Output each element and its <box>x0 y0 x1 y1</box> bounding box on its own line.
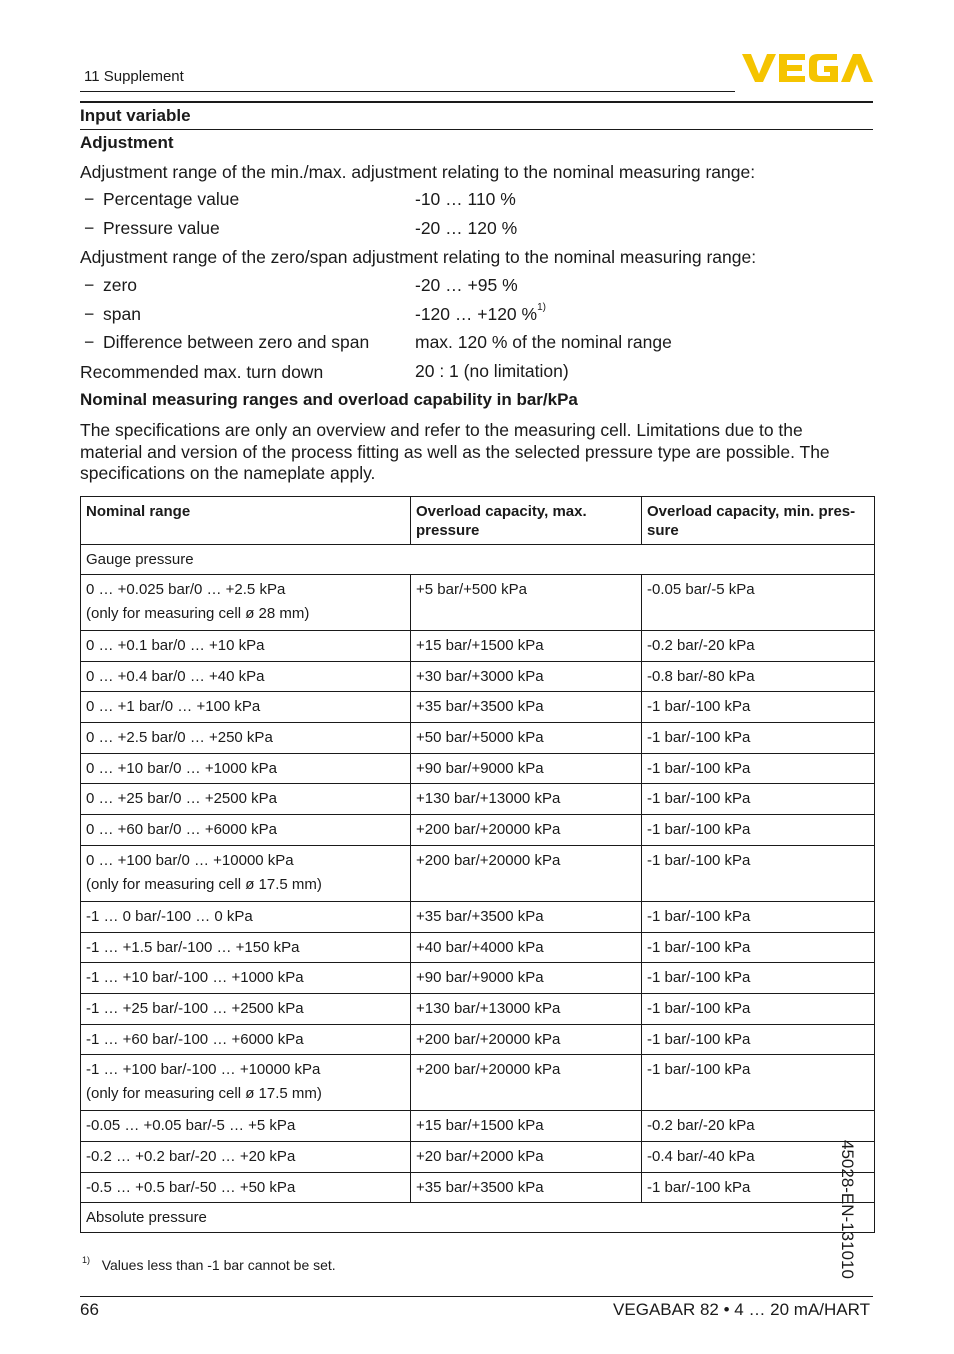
table-header-row <box>81 497 875 545</box>
turndown-label: Recommended max. turn down <box>80 362 324 382</box>
table-row <box>81 692 875 723</box>
nominal-range-note: (only for measuring cell ø 17.5 mm) <box>86 1085 322 1103</box>
table-body <box>81 545 875 1233</box>
overload-max-cell: +200 bar/+20000 kPa <box>411 1024 642 1055</box>
heading-adjustment: Adjustment <box>80 133 174 152</box>
overload-min-cell: -1 bar/-100 kPa <box>642 753 875 784</box>
nominal-range-value: 0 … +0.1 bar/0 … +10 kPa <box>86 637 265 654</box>
overload-max-cell: +90 bar/+9000 kPa <box>411 753 642 784</box>
adjustment-zerospan-intro: Adjustment range of the zero/span adjustment relating to the nominal measuring range: <box>80 247 757 267</box>
overload-min-cell: -1 bar/-100 kPa <box>642 845 875 901</box>
overload-max-cell: +5 bar/+500 kPa <box>411 575 642 631</box>
nominal-range-value: -1 … +1.5 bar/-100 … +150 kPa <box>86 938 300 956</box>
overload-min-cell: -1 bar/-100 kPa <box>642 723 875 754</box>
list-dash: − <box>84 332 95 352</box>
table-row <box>81 901 875 932</box>
nominal-range-value: 0 … +2.5 bar/0 … +250 kPa <box>86 729 273 747</box>
nominal-range-cell <box>81 1141 411 1172</box>
overload-max-cell: +50 bar/+5000 kPa <box>411 723 642 754</box>
overload-max-cell: +35 bar/+3500 kPa <box>411 901 642 932</box>
list-item-value: -20 … 120 % <box>415 218 518 238</box>
overload-max-cell: +200 bar/+20000 kPa <box>411 815 642 846</box>
adjustment-minmax-intro: Adjustment range of the min./max. adjustment relating to the nominal measuring range: <box>80 162 756 182</box>
column-header: Nominal range <box>81 497 411 545</box>
nominal-range-cell <box>81 753 411 784</box>
overload-min-cell: -0.2 bar/-20 kPa <box>642 1111 875 1142</box>
list-dash: − <box>84 189 95 209</box>
footnote <box>82 1257 336 1273</box>
nominal-range-cell <box>81 631 411 662</box>
column-header: Overload capacity, max. pressure <box>411 497 642 545</box>
overload-min-cell: -1 bar/-100 kPa <box>642 815 875 846</box>
column-header: Overload capacity, min. pressure <box>642 497 875 545</box>
overload-min-cell: -1 bar/-100 kPa <box>642 932 875 963</box>
overload-max-cell: +200 bar/+20000 kPa <box>411 845 642 901</box>
table-row <box>81 661 875 692</box>
table-section-row <box>81 1203 875 1233</box>
nominal-range-value: -1 … +60 bar/-100 … +6000 kPa <box>86 1030 304 1048</box>
span-value-text: -120 … +120 % <box>415 304 538 324</box>
section-label: Gauge pressure <box>81 545 875 575</box>
footnote-marker: 1) <box>82 1255 91 1265</box>
overload-min-cell: -1 bar/-100 kPa <box>642 692 875 723</box>
overload-max-cell: +200 bar/+20000 kPa <box>411 1055 642 1111</box>
vega-logo <box>742 52 874 89</box>
table-row <box>81 932 875 963</box>
document-code: 45028-EN-131010 <box>838 1140 857 1279</box>
overload-max-cell: +35 bar/+3500 kPa <box>411 1172 642 1203</box>
nominal-range-cell <box>81 993 411 1024</box>
nominal-range-value: -0.05 … +0.05 bar/-5 … +5 kPa <box>86 1117 296 1135</box>
list-item-label: Percentage value <box>103 189 240 209</box>
nominal-range-cell <box>81 692 411 723</box>
nominal-range-value: -0.2 … +0.2 bar/-20 … +20 kPa <box>86 1147 296 1165</box>
overload-max-cell: +90 bar/+9000 kPa <box>411 963 642 994</box>
heading-input-variable: Input variable <box>80 106 191 125</box>
nominal-range-value: 0 … +0.4 bar/0 … +40 kPa <box>86 667 265 685</box>
overload-max-cell: +20 bar/+2000 kPa <box>411 1141 642 1172</box>
overload-min-cell: -1 bar/-100 kPa <box>642 784 875 815</box>
list-item-value: max. 120 % of the nominal range <box>415 332 672 352</box>
nominal-range-value: 0 … +10 bar/0 … +1000 kPa <box>86 759 277 777</box>
overload-min-cell: -1 bar/-100 kPa <box>642 993 875 1024</box>
nominal-range-cell <box>81 1172 411 1203</box>
overload-min-cell: -0.4 bar/-40 kPa <box>642 1141 875 1172</box>
nominal-range-note: (only for measuring cell ø 28 mm) <box>86 605 310 622</box>
list-item-label: span <box>103 304 141 324</box>
section-divider-top <box>80 101 873 103</box>
table-row <box>81 723 875 754</box>
nominal-range-cell <box>81 723 411 754</box>
nominal-range-cell <box>81 901 411 932</box>
nominal-range-cell <box>81 1024 411 1055</box>
header-divider <box>80 91 735 92</box>
overload-min-cell: -0.8 bar/-80 kPa <box>642 661 875 692</box>
nominal-range-cell <box>81 661 411 692</box>
list-item-value: -20 … +95 % <box>415 275 518 295</box>
nominal-range-cell <box>81 784 411 815</box>
nominal-range-value: -1 … +10 bar/-100 … +1000 kPa <box>86 969 304 987</box>
overload-max-cell: +30 bar/+3000 kPa <box>411 661 642 692</box>
specifications-note: The specifications are only an overview and refer to the measuring cell. Limitations due to the material and version of the process fitting as well as the selected pressure type are possible. The specifications on the nameplate apply. <box>80 420 830 483</box>
section-divider <box>80 129 873 130</box>
list-item-value: -10 … 110 % <box>415 189 516 209</box>
nominal-range-value: 0 … +0.025 bar/0 … +2.5 kPa <box>86 581 286 598</box>
table-row <box>81 631 875 662</box>
table-row <box>81 963 875 994</box>
nominal-range-table <box>80 496 875 1233</box>
table-row <box>81 1172 875 1203</box>
nominal-range-cell <box>81 1111 411 1142</box>
turndown-value: 20 : 1 (no limitation) <box>415 361 569 381</box>
overload-min-cell: -1 bar/-100 kPa <box>642 1172 875 1203</box>
nominal-range-value: 0 … +100 bar/0 … +10000 kPa <box>86 851 294 869</box>
nominal-range-cell <box>81 963 411 994</box>
overload-min-cell: -1 bar/-100 kPa <box>642 963 875 994</box>
table-row <box>81 1055 875 1111</box>
section-title: 11 Supplement <box>84 68 184 85</box>
list-item-label: Difference between zero and span <box>103 332 370 352</box>
section-label: Absolute pressure <box>81 1203 875 1233</box>
nominal-range-cell <box>81 575 411 631</box>
vega-logo-icon <box>742 52 874 84</box>
overload-min-cell: -1 bar/-100 kPa <box>642 1024 875 1055</box>
list-dash: − <box>84 275 95 295</box>
overload-max-cell: +15 bar/+1500 kPa <box>411 631 642 662</box>
table-row <box>81 1111 875 1142</box>
nominal-range-note: (only for measuring cell ø 17.5 mm) <box>86 875 322 893</box>
overload-max-cell: +15 bar/+1500 kPa <box>411 1111 642 1142</box>
table-row <box>81 815 875 846</box>
table-row <box>81 1141 875 1172</box>
overload-max-cell: +35 bar/+3500 kPa <box>411 692 642 723</box>
heading-nominal-ranges: Nominal measuring ranges and overload capability in bar/kPa <box>80 390 578 409</box>
list-dash: − <box>84 218 95 238</box>
nominal-range-value: -1 … +100 bar/-100 … +10000 kPa <box>86 1061 321 1079</box>
footer-divider <box>80 1296 873 1297</box>
overload-max-cell: +130 bar/+13000 kPa <box>411 993 642 1024</box>
nominal-range-value: -0.5 … +0.5 bar/-50 … +50 kPa <box>86 1178 296 1196</box>
nominal-range-cell <box>81 1055 411 1111</box>
nominal-range-value: 0 … +1 bar/0 … +100 kPa <box>86 698 261 716</box>
footnote-ref[interactable]: 1) <box>537 302 546 313</box>
overload-max-cell: +130 bar/+13000 kPa <box>411 784 642 815</box>
nominal-range-value: 0 … +60 bar/0 … +6000 kPa <box>86 821 277 839</box>
product-name: VEGABAR 82 • 4 … 20 mA/HART <box>613 1300 870 1319</box>
overload-min-cell: -1 bar/-100 kPa <box>642 1055 875 1111</box>
overload-min-cell: -1 bar/-100 kPa <box>642 901 875 932</box>
table-row <box>81 1024 875 1055</box>
nominal-range-cell <box>81 932 411 963</box>
overload-max-cell: +40 bar/+4000 kPa <box>411 932 642 963</box>
list-item-label: zero <box>103 275 138 295</box>
table-row <box>81 993 875 1024</box>
table-row <box>81 753 875 784</box>
nominal-range-cell <box>81 845 411 901</box>
list-item-label: Pressure value <box>103 218 220 238</box>
footnote-text: Values less than -1 bar cannot be set. <box>101 1257 336 1273</box>
page-number: 66 <box>80 1300 99 1319</box>
list-item-value <box>415 304 546 325</box>
overload-min-cell: -0.2 bar/-20 kPa <box>642 631 875 662</box>
nominal-range-cell <box>81 815 411 846</box>
table-row <box>81 845 875 901</box>
nominal-range-value: 0 … +25 bar/0 … +2500 kPa <box>86 790 277 808</box>
nominal-range-value: -1 … 0 bar/-100 … 0 kPa <box>86 907 253 925</box>
overload-min-cell: -0.05 bar/-5 kPa <box>642 575 875 631</box>
list-dash: − <box>84 304 95 324</box>
table-row <box>81 784 875 815</box>
table-row <box>81 575 875 631</box>
nominal-range-value: -1 … +25 bar/-100 … +2500 kPa <box>86 999 304 1017</box>
table-section-row <box>81 545 875 575</box>
